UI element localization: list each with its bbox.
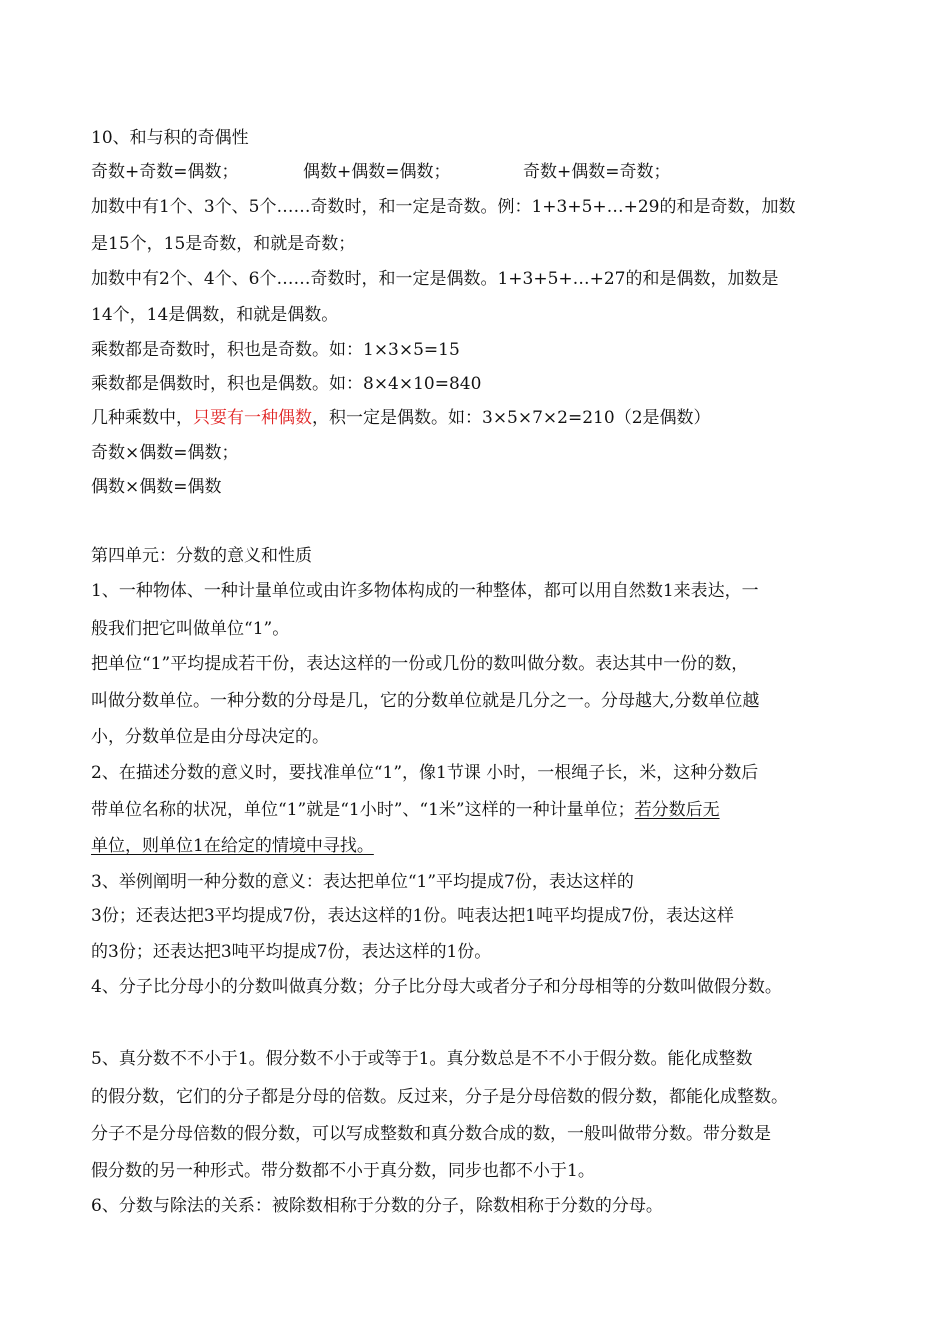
rule-odd-plus-even: 奇数+偶数=奇数；	[523, 162, 671, 182]
paragraph-2-line-1: 2、在描述分数的意义时，要找准单位“1”，像1节课 小时，一根绳子长，米，这种分数后	[91, 763, 759, 783]
paragraph-1-line-3: 把单位“1”平均提成若干份，表达这样的一份或几份的数叫做分数。表达其中一份的数，	[91, 654, 749, 674]
paragraph-4-line-1: 4、分子比分母小的分数叫做真分数；分子比分母大或者分子和分母相等的分数叫做假分数。	[91, 977, 782, 997]
paragraph-2-line-3: 单位，则单位1在给定的情境中寻找。	[91, 836, 374, 856]
paragraph-1-line-5: 小，分数单位是由分母决定的。	[91, 727, 329, 747]
mult-mixed-line	[91, 408, 711, 428]
even-count-line-1: 加数中有2个、4个、6个……奇数时，和一定是偶数。1+3+5+…+27的和是偶数，加数是	[91, 269, 779, 289]
unit-4-title: 第四单元：分数的意义和性质	[91, 546, 312, 566]
paragraph-5-line-3: 分子不是分母倍数的假分数，可以写成整数和真分数合成的数，一般叫做带分数。带分数是	[91, 1124, 771, 1144]
rule-even-plus-even: 偶数+偶数=偶数；	[303, 162, 451, 182]
paragraph-5-line-2: 的假分数，它们的分子都是分母的倍数。反过来，分子是分母倍数的假分数，都能化成整数。	[91, 1087, 788, 1107]
paragraph-1-line-2: 般我们把它叫做单位“1”。	[91, 619, 290, 639]
mult-mixed-suffix: ，积一定是偶数。如：3×5×7×2=210（2是偶数）	[312, 408, 711, 428]
mult-mixed-highlight: 只要有一种偶数	[193, 408, 312, 428]
paragraph-2-plain-text: 带单位名称的状况，单位“1”就是“1小时”、“1米”这样的一种计量单位；	[91, 800, 635, 820]
odd-count-line-2: 是15个，15是奇数，和就是奇数；	[91, 234, 356, 254]
paragraph-3-line-3: 的3份；还表达把3吨平均提成7份，表达这样的1份。	[91, 942, 492, 962]
paragraph-1-line-1: 1、一种物体、一种计量单位或由许多物体构成的一种整体，都可以用自然数1来表达，一	[91, 581, 759, 601]
paragraph-1-line-4: 叫做分数单位。一种分数的分母是几，它的分数单位就是几分之一。分母越大,分数单位越	[91, 691, 760, 711]
mult-mixed-prefix: 几种乘数中，	[91, 408, 193, 428]
odd-count-line-1: 加数中有1个、3个、5个……奇数时，和一定是奇数。例：1+3+5+…+29的和是奇数，加数	[91, 197, 796, 217]
rule-odd-plus-odd: 奇数+奇数=偶数；	[91, 162, 239, 182]
even-count-line-2: 14个，14是偶数，和就是偶数。	[91, 305, 339, 325]
mult-odd-line: 乘数都是奇数时，积也是奇数。如：1×3×5=15	[91, 340, 460, 360]
paragraph-5-line-4: 假分数的另一种形式。带分数都不小于真分数，同步也都不小于1。	[91, 1161, 595, 1181]
odd-times-even-line: 奇数×偶数=偶数；	[91, 443, 239, 463]
section-10-title: 10、和与积的奇偶性	[91, 128, 249, 148]
paragraph-6-line-1: 6、分数与除法的关系：被除数相称于分数的分子，除数相称于分数的分母。	[91, 1196, 663, 1216]
paragraph-3-line-1: 3、举例阐明一种分数的意义：表达把单位“1”平均提成7份，表达这样的	[91, 872, 634, 892]
even-times-even-line: 偶数×偶数=偶数	[91, 477, 222, 497]
mult-even-line: 乘数都是偶数时，积也是偶数。如：8×4×10=840	[91, 374, 482, 394]
paragraph-2-line-2	[91, 800, 720, 820]
paragraph-5-line-1: 5、真分数不不小于1。假分数不小于或等于1。真分数总是不不小于假分数。能化成整数	[91, 1049, 753, 1069]
paragraph-2-underlined-text: 若分数后无	[634, 800, 720, 820]
parity-sum-rules	[91, 162, 671, 182]
paragraph-3-line-2: 3份；还表达把3平均提成7份，表达这样的1份。吨表达把1吨平均提成7份，表达这样	[91, 906, 734, 926]
